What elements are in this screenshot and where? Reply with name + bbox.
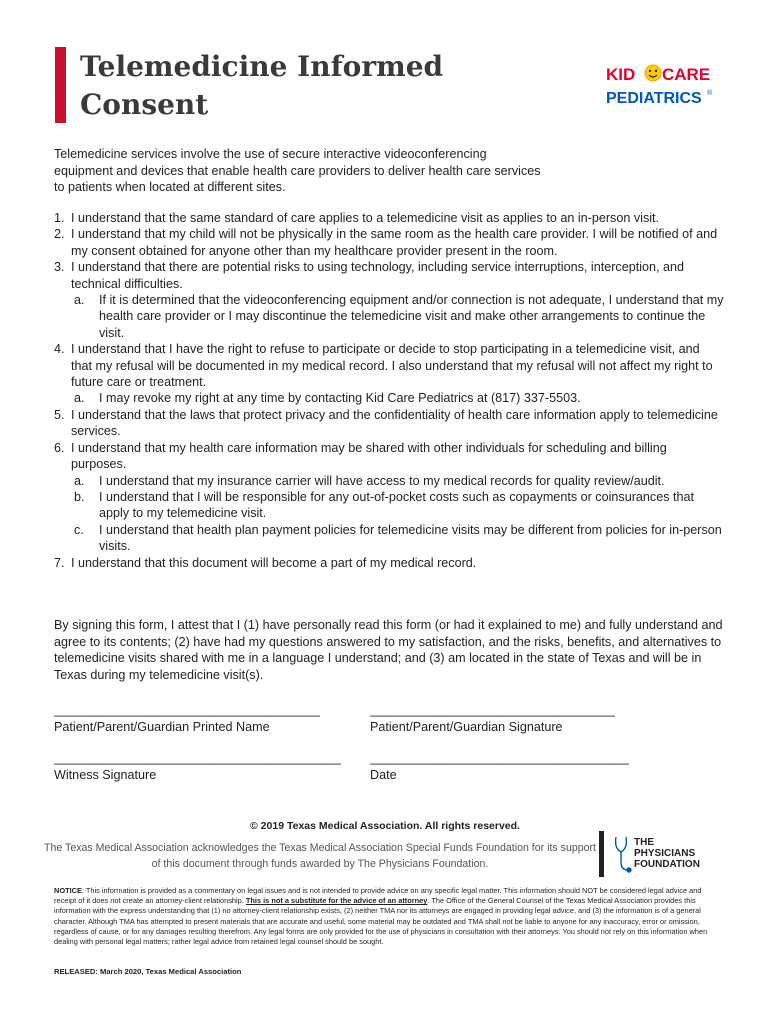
notice-text-part2: . The Office of the General Counsel of the Texas Medical Association provides this information with the express understanding that (1) no attorney-client relationship exists, (2) neither TMA nor its attorneys are engaged in providing legal advice, and (3) the information is of a general character. Although TMA has attempted to present materials that are accurate and useful, some material may be outdated and TMA shall not be liable to anyone for any inaccuracy, error or omission, regardless of cause, or for any damages resulting therefrom. Any legal forms are only provided for the use of physicians in consultation with their attorneys. You should not rely on this information when dealing with personal legal matters; rather legal advice from retained legal counsel should be sought. bbox=[54, 896, 708, 947]
witness-signature-label: Witness Signature bbox=[54, 768, 157, 782]
signature-label: Patient/Parent/Guardian Signature bbox=[370, 720, 563, 734]
item-number: 1. bbox=[54, 211, 65, 225]
subitem-letter: a. bbox=[74, 473, 85, 488]
kid-care-pediatrics-logo bbox=[603, 58, 715, 116]
notice-label: NOTICE bbox=[54, 886, 82, 895]
smiley-face-icon bbox=[645, 65, 661, 81]
consent-item bbox=[54, 259, 724, 292]
item-text: I understand that this document will become a part of my medical record. bbox=[71, 555, 477, 570]
logo-text-care: CARE bbox=[662, 65, 711, 84]
printed-name-field[interactable] bbox=[54, 703, 320, 734]
page-title: Telemedicine Informed Consent bbox=[80, 50, 444, 121]
foundation-logo-line3: FOUNDATION bbox=[634, 859, 700, 870]
subitem-text: I understand that health plan payment policies for telemedicine visits may be different from policies for in-person visits. bbox=[99, 522, 722, 554]
item-text: I understand that the same standard of care applies to a telemedicine visit as applies to an in-person visit. bbox=[71, 211, 660, 225]
consent-subitem bbox=[54, 522, 724, 555]
consent-item bbox=[54, 440, 724, 473]
item-number: 4. bbox=[54, 342, 65, 357]
title-accent-bar bbox=[55, 47, 66, 123]
item-number: 2. bbox=[54, 227, 65, 242]
date-label: Date bbox=[370, 768, 397, 782]
item-text: I understand that the laws that protect privacy and the confidentiality of health care information apply to telemedicine services. bbox=[71, 407, 718, 439]
consent-item bbox=[54, 341, 724, 390]
signature-line: _____________________________________ bbox=[370, 751, 630, 765]
consent-item bbox=[54, 555, 724, 571]
legal-notice bbox=[54, 886, 714, 947]
date-field[interactable] bbox=[370, 751, 629, 782]
foundation-divider-bar bbox=[599, 831, 604, 877]
item-text: I understand that my health care information may be shared with other individuals for scheduling and billing purposes. bbox=[71, 440, 667, 472]
consent-subitem bbox=[54, 489, 724, 522]
acknowledgement-text: The Texas Medical Association acknowledges the Texas Medical Association Special Funds Foundation for its support of this document through funds awarded by The Physicians Foundation. bbox=[44, 842, 596, 870]
item-text: I understand that there are potential risks to using technology, including service interruptions, interception, and technical difficulties. bbox=[71, 260, 685, 291]
item-number: 7. bbox=[54, 555, 65, 570]
subitem-text: I may revoke my right at any time by contacting Kid Care Pediatrics at (817) 337-5503. bbox=[99, 391, 581, 406]
foundation-logo-line2: PHYSICIANS bbox=[634, 848, 696, 859]
subitem-letter: c. bbox=[74, 522, 84, 537]
consent-item bbox=[54, 226, 724, 259]
logo-text-pediatrics: PEDIATRICS bbox=[606, 90, 702, 107]
subitem-letter: b. bbox=[74, 489, 85, 504]
printed-name-label: Patient/Parent/Guardian Printed Name bbox=[54, 720, 270, 734]
foundation-logo-line1: THE bbox=[634, 837, 654, 848]
signature-line: ___________________________________ bbox=[370, 703, 616, 717]
stethoscope-icon bbox=[616, 837, 631, 872]
subitem-text: I understand that my insurance carrier will have access to my medical records for quality review/audit. bbox=[99, 473, 665, 488]
subitem-letter: a. bbox=[74, 293, 85, 308]
item-number: 3. bbox=[54, 260, 65, 275]
consent-item bbox=[54, 210, 724, 226]
notice-text-part1: : This information is provided as a commentary on legal issues and is not intended to provide advice on any specific legal matter. This information should NOT be considered legal advice and receipt of it does not create an attorney-client relationship. bbox=[54, 886, 702, 906]
item-number: 5. bbox=[54, 407, 65, 422]
attestation-paragraph: By signing this form, I attest that I (1) have personally read this form (or had it explained to me) and fully understand and agree to its contents; (2) have had my questions answered to my satisfaction, and the risks, benefits, and alternatives to telemedicine visits shared with me in a language I understand; and (3) am located in the state of Texas and will be in Texas during my telemedicine visit(s). bbox=[54, 618, 723, 682]
copyright-notice: © 2019 Texas Medical Association. All rights reserved. bbox=[250, 820, 520, 832]
consent-subitem bbox=[54, 473, 724, 489]
consent-subitem bbox=[54, 292, 724, 341]
subitem-text: I understand that I will be responsible for any out-of-pocket costs such as copayments or coinsurances that apply to my telemedicine visit. bbox=[99, 489, 695, 521]
notice-underlined-text: This is not a substitute for the advice of an attorney bbox=[245, 896, 428, 906]
item-number: 6. bbox=[54, 440, 65, 455]
logo-text-kid: KID bbox=[606, 65, 636, 84]
subitem-text: If it is determined that the videoconferencing equipment and/or connection is not adequate, I understand that my health care provider or I may discontinue the telemedicine visit and make other arrangements to continue the visit. bbox=[99, 293, 724, 340]
signature-line: ______________________________________ bbox=[54, 703, 321, 717]
consent-subitem bbox=[54, 390, 724, 406]
consent-items-list bbox=[54, 210, 724, 571]
release-info: RELEASED: March 2020, Texas Medical Association bbox=[54, 967, 242, 976]
signature-field[interactable] bbox=[370, 703, 615, 734]
physicians-foundation-logo bbox=[612, 834, 712, 874]
item-text: I understand that my child will not be physically in the same room as the health care provider. I will be notified of and my consent obtained for anyone other than my healthcare provider present in the room. bbox=[71, 227, 718, 258]
logo-registered-mark: ® bbox=[707, 90, 713, 97]
intro-paragraph: Telemedicine services involve the use of secure interactive videoconferencing equipment and devices that enable health care providers to deliver health care services to patients when located at different sites. bbox=[54, 147, 541, 195]
item-text: I understand that I have the right to refuse to participate or decide to stop participating in a telemedicine visit, and that my refusal will be documented in my medical record. I also understand that my refusal will not affect my right to future care or treatment. bbox=[71, 342, 713, 390]
signature-line: _________________________________________ bbox=[54, 751, 342, 765]
consent-item bbox=[54, 407, 724, 440]
subitem-letter: a. bbox=[74, 391, 85, 406]
witness-signature-field[interactable] bbox=[54, 751, 341, 782]
